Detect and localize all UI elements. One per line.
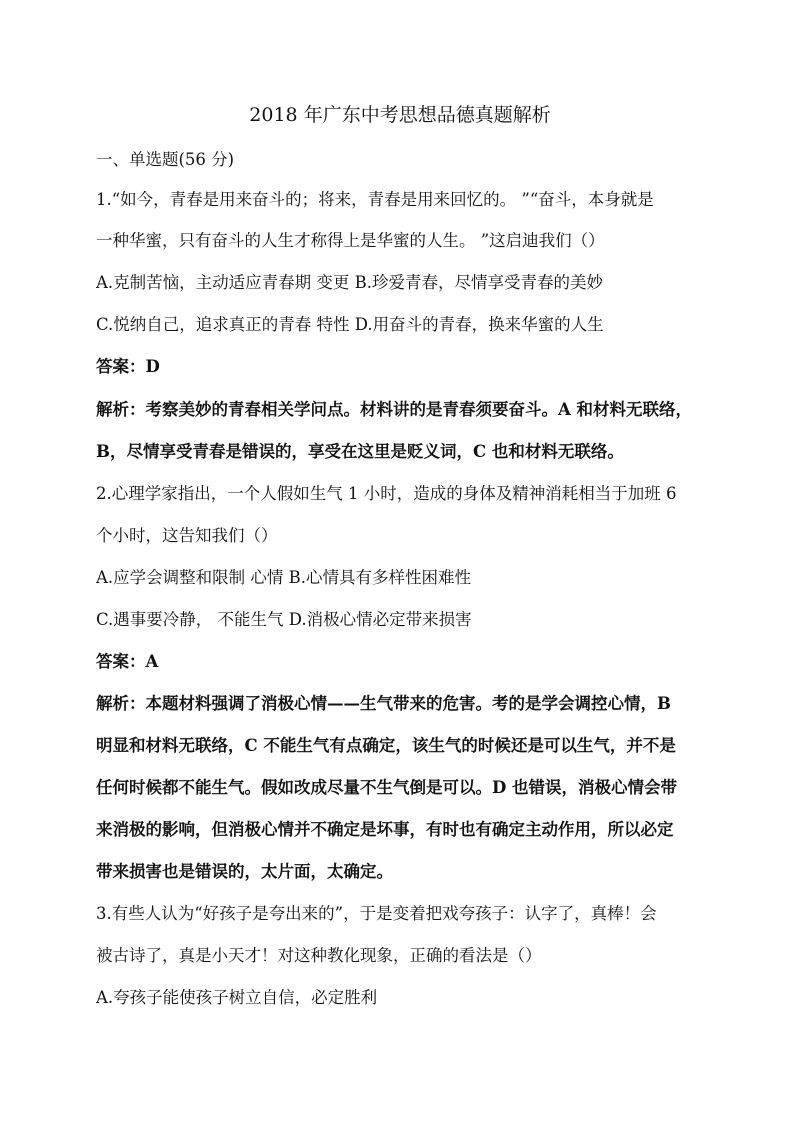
question-1-options-line-1: A.克制苦恼，主动适应青春期 变更 B.珍爱青春，尽情享受青春的美妙	[96, 273, 604, 292]
question-3-option-a: A.夸孩子能使孩子树立自信，必定胜利	[96, 988, 378, 1007]
question-2-analysis-line-5: 带来损害也是错误的，太片面，太确定。	[96, 862, 393, 881]
question-2-stem-line-1: 2.心理学家指出，一个人假如生气 1 小时，造成的身体及精神消耗相当于加班 6	[96, 484, 677, 503]
question-2-analysis-line-2: 明显和材料无联络，C 不能生气有点确定，该生气的时候还是可以生气，并不是	[96, 736, 676, 755]
section-heading: 一、单选题(56 分)	[96, 150, 235, 169]
question-1-options-line-2: C.悦纳自己，追求真正的青春 特性 D.用奋斗的青春，换来华蜜的人生	[96, 315, 604, 334]
page-title: 2018 年广东中考思想品德真题解析	[249, 104, 551, 126]
question-1-analysis-line-2: B，尽情享受青春是错误的，享受在这里是贬义词，C 也和材料无联络。	[96, 442, 624, 461]
question-3-stem-line-1: 3.有些人认为“好孩子是夸出来的”，于是变着把戏夸孩子：认字了，真棒！会	[96, 904, 657, 923]
question-2-options-line-1: A.应学会调整和限制 心情 B.心情具有多样性困难性	[96, 568, 472, 587]
question-2-analysis-line-4: 来消极的影响，但消极心情并不确定是坏事，有时也有确定主动作用，所以必定	[96, 820, 674, 839]
question-2-analysis-line-1: 解析：本题材料强调了消极心情——生气带来的危害。考的是学会调控心情，B	[96, 694, 671, 713]
question-1-stem-line-2: 一种华蜜，只有奋斗的人生才称得上是华蜜的人生。 ”这启迪我们（）	[96, 231, 605, 250]
question-2-answer: 答案：A	[96, 652, 159, 671]
question-2-options-line-2: C.遇事要冷静， 不能生气 D.消极心情必定带来损害	[96, 610, 472, 629]
question-2-analysis-line-3: 任何时候都不能生气。假如改成尽量不生气倒是可以。D 也错误，消极心情会带	[96, 778, 678, 797]
question-1-answer: 答案：D	[96, 357, 160, 376]
question-1-analysis-line-1: 解析：考察美妙的青春相关学问点。材料讲的是青春须要奋斗。A 和材料无联络，	[96, 400, 693, 419]
question-2-stem-line-2: 个小时，这告知我们（）	[96, 526, 278, 545]
question-3-stem-line-2: 被古诗了，真是小天才！对这种教化现象，正确的看法是（）	[96, 946, 542, 965]
question-1-stem-line-1: 1.“如今，青春是用来奋斗的；将来，青春是用来回忆的。 ”“奋斗，本身就是	[96, 190, 654, 209]
